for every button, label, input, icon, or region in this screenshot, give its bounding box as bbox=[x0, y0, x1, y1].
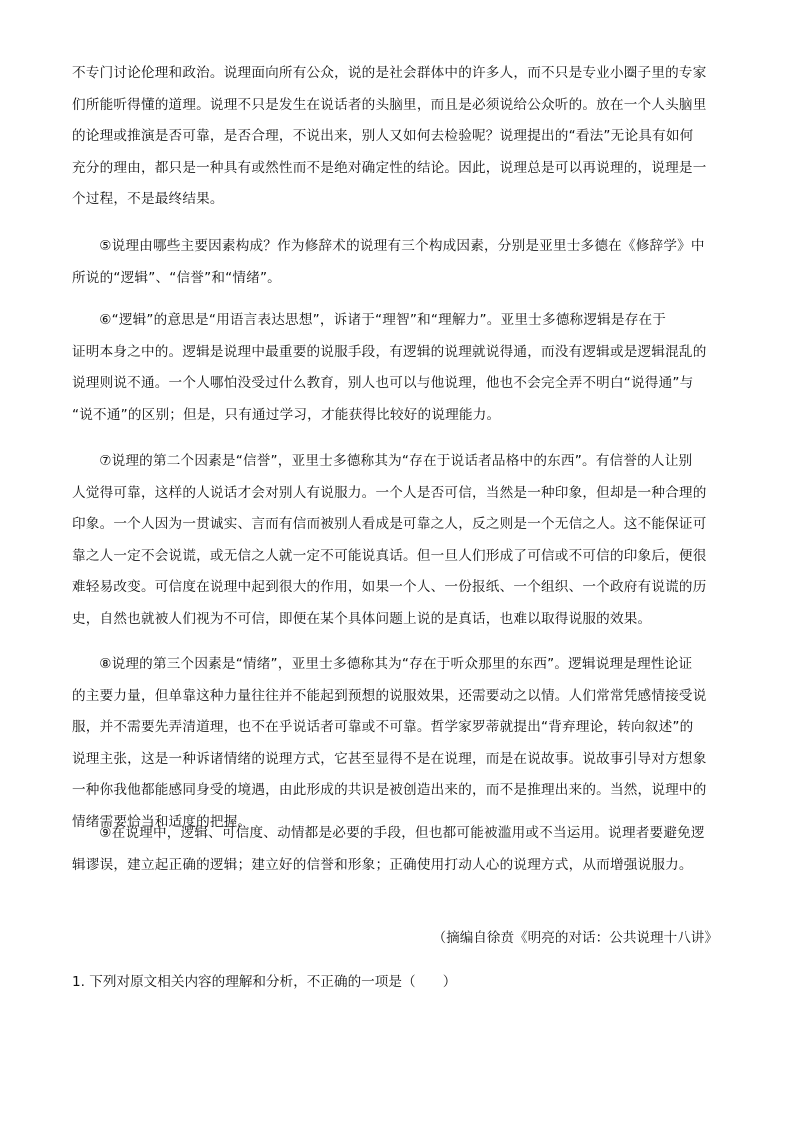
text-line: 难轻易改变。可信度在说理中起到很大的作用，如果一个人、一份报纸、一个组织、一个政府有说谎的历 bbox=[72, 579, 707, 595]
paragraph-5 bbox=[72, 231, 718, 294]
text-line: 靠之人一定不会说谎，或无信之人就一定不可能说真话。但一旦人们形成了可信或不可信的印象后，便很 bbox=[72, 547, 707, 564]
text-line: 充分的理由，都只是一种具有或然性而不是绝对确定性的结论。因此，说理总是可以再说理的，说理是一 bbox=[72, 159, 707, 176]
source-citation: （摘编自徐贲《明亮的对话：公共说理十八讲》 bbox=[432, 930, 718, 946]
paragraph-6 bbox=[72, 305, 718, 431]
paragraph-intro bbox=[72, 58, 718, 216]
text-line: 说理则说不通。一个人哪怕没受过什么教育，别人也可以与他说理，他也不会完全弄不明白“说得通”与 bbox=[72, 375, 694, 391]
text-line: 所说的“逻辑”、“信誉”和“情绪”。 bbox=[72, 269, 281, 286]
text-line: 服，并不需要先弄清道理，也不在乎说话者可靠或不可靠。哲学家罗蒂就提出“背弃理论，转向叙述”的 bbox=[72, 719, 694, 735]
paragraph-9 bbox=[72, 818, 718, 881]
text-line: 一种你我他都能感同身受的境遇，由此形成的共识是被创造出来的，而不是推理出来的。当然，说理中的 bbox=[72, 782, 707, 798]
text-line: ⑥“逻辑”的意思是“用语言表达思想”，诉诸于“理智”和“理解力”。亚里士多德称逻辑是存在于 bbox=[99, 312, 667, 328]
text-line: 说理主张，这是一种诉诸情绪的说理方式，它甚至显得不是在说理，而是在说故事。说故事引导对方想象 bbox=[72, 750, 707, 767]
text-line: 们所能听得懂的道理。说理不只是发生在说话者的头脑里，而且是必须说给公众听的。放在一个人头脑里 bbox=[72, 96, 707, 113]
text-line: ⑤说理由哪些主要因素构成？作为修辞术的说理有三个构成因素，分别是亚里士多德在《修辞学》中 bbox=[99, 238, 705, 254]
paragraph-7 bbox=[72, 446, 718, 635]
text-line: ⑦说理的第二个因素是“信誉”，亚里士多德称其为“存在于说话者品格中的东西”。有信誉的人让别 bbox=[99, 453, 693, 469]
text-line: 情绪需要恰当和适度的把握。 bbox=[72, 813, 252, 830]
text-line: ⑨在说理中，逻辑、可信度、动情都是必要的手段，但也都可能被滥用或不当运用。说理者要避免逻 bbox=[99, 825, 705, 841]
text-line: 人觉得可靠，这样的人说话才会对别人有说服力。一个人是否可信，当然是一种印象，但却是一种合理的 bbox=[72, 484, 707, 501]
text-line: 印象。一个人因为一贯诚实、言而有信而被别人看成是可靠之人，反之则是一个无信之人。这不能保证可 bbox=[72, 516, 707, 532]
text-line: “说不通”的区别；但是，只有通过学习，才能获得比较好的说理能力。 bbox=[72, 406, 501, 423]
text-line: 的论理或推演是否可靠，是否合理，不说出来，别人又如何去检验呢？说理提出的“看法”无论具有如何 bbox=[72, 128, 694, 144]
text-line: 辑谬误，建立起正确的逻辑；建立好的信誉和形象；正确使用打动人心的说理方式，从而增强说服力。 bbox=[72, 856, 693, 873]
question-1: 1. 下列对原文相关内容的理解和分析，不正确的一项是（ ） bbox=[72, 974, 457, 990]
text-line: 证明本身之中的。逻辑是说理中最重要的说服手段，有逻辑的说理就说得通，而没有逻辑或是逻辑混乱的 bbox=[72, 343, 707, 360]
paragraph-8 bbox=[72, 649, 718, 838]
text-line: 的主要力量，但单靠这种力量往往并不能起到预想的说服效果，还需要动之以情。人们常常凭感情接受说 bbox=[72, 687, 707, 704]
text-line: 个过程，不是最终结果。 bbox=[72, 191, 224, 207]
text-line: 不专门讨论伦理和政治。说理面向所有公众，说的是社会群体中的许多人，而不只是专业小圈子里的专家 bbox=[72, 65, 707, 81]
text-line: ⑧说理的第三个因素是“情绪”，亚里士多德称其为“存在于听众那里的东西”。逻辑说理是理性论证 bbox=[99, 656, 693, 672]
text-line: 史，自然也就被人们视为不可信，即便在某个具体问题上说的是真话，也难以取得说服的效果。 bbox=[72, 610, 652, 627]
